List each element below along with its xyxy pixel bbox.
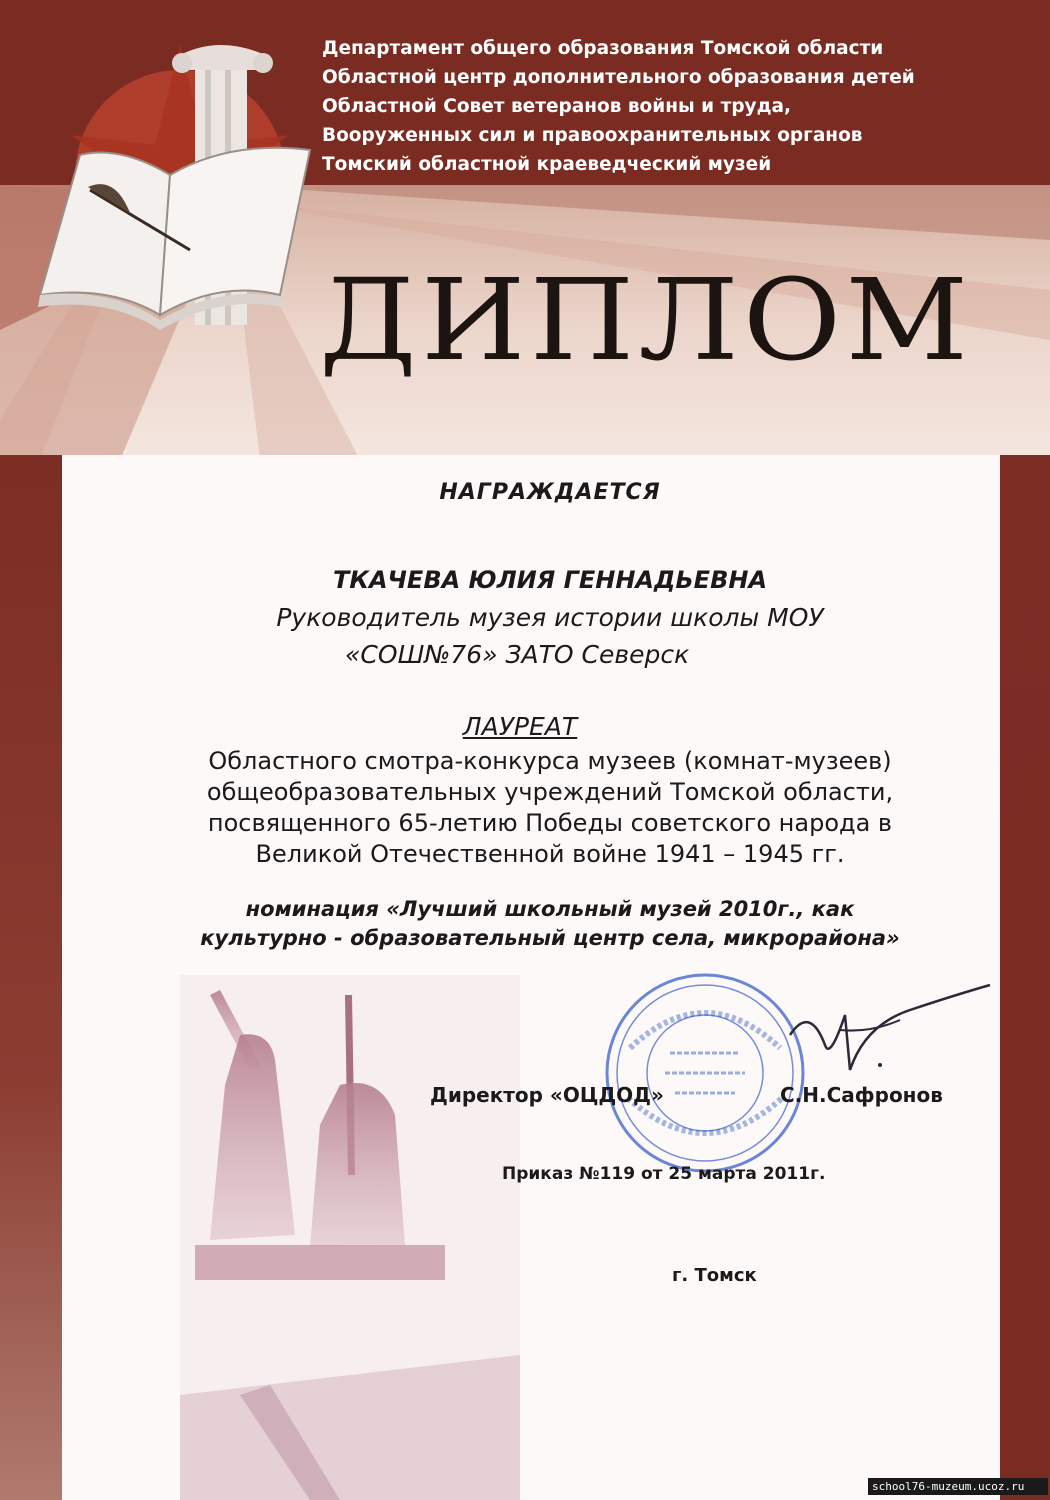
recipient-school: «СОШ№76» ЗАТО Северск xyxy=(345,640,690,669)
org-line: Департамент общего образования Томской области xyxy=(322,38,884,59)
diploma-title: ДИПЛОМ xyxy=(319,256,973,386)
nomination-line: культурно - образовательный центр села, микрорайона» xyxy=(200,926,900,950)
right-side-band xyxy=(1000,455,1050,1500)
contest-line: общеобразовательных учреждений Томской области, xyxy=(206,778,894,806)
nomination xyxy=(150,895,950,953)
recipient-name: ТКАЧЕВА ЮЛИЯ ГЕННАДЬЕВНА xyxy=(332,566,768,594)
director-name: С.Н.Сафронов xyxy=(780,1083,943,1107)
org-line: Областной Совет ветеранов войны и труда, xyxy=(322,96,792,117)
monument-image xyxy=(180,975,520,1500)
site-watermark: school76-muzeum.ucoz.ru xyxy=(868,1478,1048,1495)
contest-line: посвященного 65-летию Победы советского народа в xyxy=(207,809,893,837)
contest-line: Областного смотра-конкурса музеев (комнат-музеев) xyxy=(208,747,892,775)
nomination-line: номинация «Лучший школьный музей 2010г., как xyxy=(245,897,855,921)
contest-description xyxy=(150,746,950,870)
org-line: Вооруженных сил и правоохранительных органов xyxy=(322,125,863,146)
recipient-role: Руководитель музея истории школы МОУ xyxy=(276,603,824,632)
director-title: Директор «ОЦДОД» xyxy=(430,1083,664,1107)
awarded-label: НАГРАЖДАЕТСЯ xyxy=(439,480,661,505)
order-reference: Приказ №119 от 25 марта 2011г. xyxy=(502,1164,826,1184)
left-side-band xyxy=(0,455,62,1500)
director-signature xyxy=(770,975,1000,1085)
city: г. Томск xyxy=(672,1265,757,1286)
book-and-column-emblem xyxy=(20,25,320,345)
org-line: Томский областной краеведческий музей xyxy=(322,154,772,175)
org-line: Областной центр дополнительного образования детей xyxy=(322,67,915,88)
contest-line: Великой Отечественной войне 1941 – 1945 гг. xyxy=(255,840,845,868)
organizations-list xyxy=(322,34,1022,179)
laureate-label: ЛАУРЕАТ xyxy=(462,712,578,741)
